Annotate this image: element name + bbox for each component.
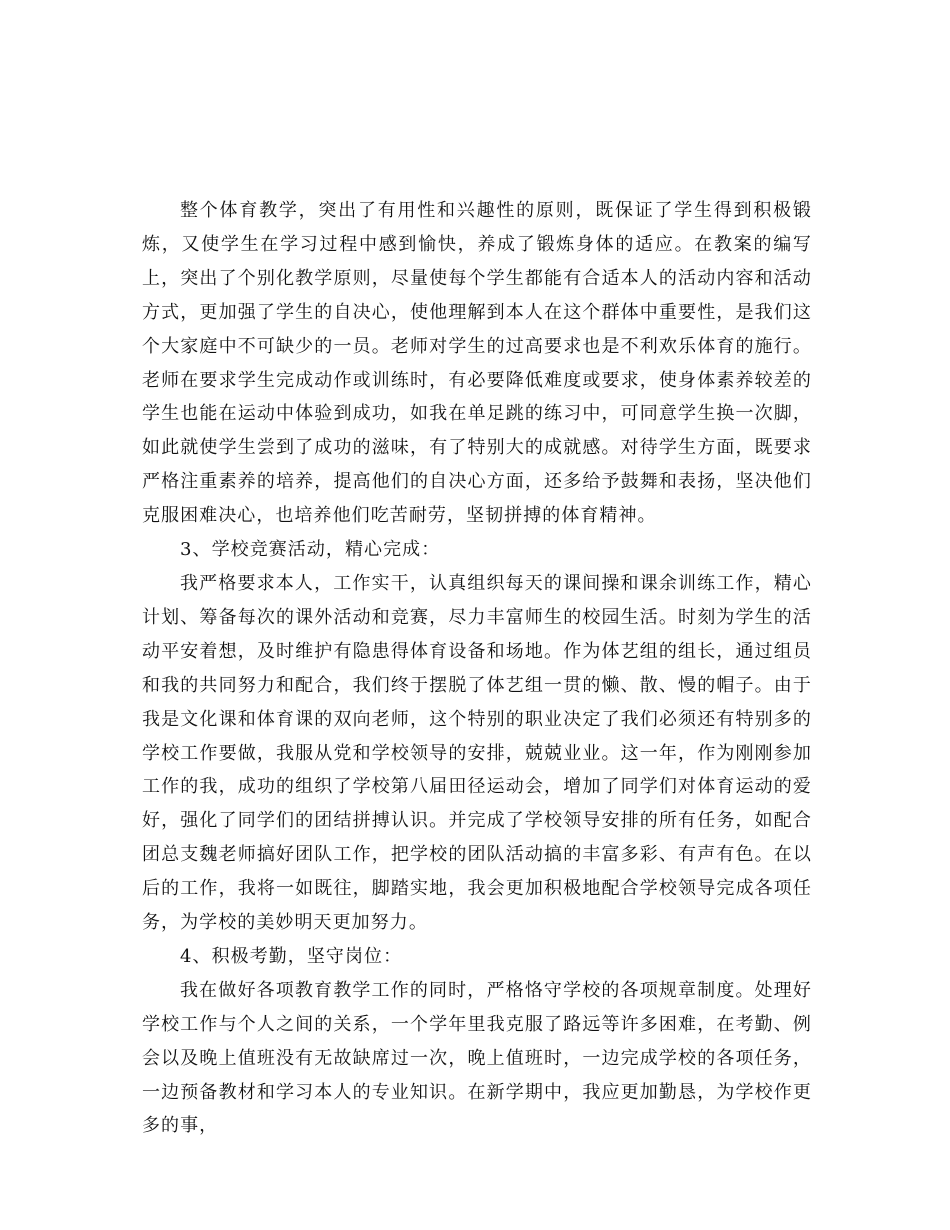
paragraph-attendance: 我在做好各项教育教学工作的同时，严格恪守学校的各项规章制度。处理好学校工作与个人之间的关系，一个学年里我克服了路远等许多困难，在考勤、例会以及晚上值班没有无故缺席过一次，晚上值班时，一边完成学校的各项任务，一边预备教材和学习本人的专业知识。在新学期中，我应更加勤恳，为学校作更多的事， <box>142 979 812 1137</box>
document-body <box>142 194 812 1143</box>
section-heading-competitions: 3、学校竞赛活动，精心完成： <box>180 539 441 561</box>
paragraph-teaching-principles: 整个体育教学，突出了有用性和兴趣性的原则，既保证了学生得到积极锻炼，又使学生在学习过程中感到愉快，养成了锻炼身体的适应。在教案的编写上，突出了个别化教学原则，尽量使每个学生都能有合适本人的活动内容和活动方式，更加强了学生的自决心，使他理解到本人在这个群体中重要性，是我们这个大家庭中不可缺少的一员。老师对学生的过高要求也是不利欢乐体育的施行。老师在要求学生完成动作或训练时，有必要降低难度或要求，使身体素养较差的学生也能在运动中体验到成功，如我在单足跳的练习中，可同意学生换一次脚，如此就使学生尝到了成功的滋味，有了特别大的成就感。对待学生方面，既要求严格注重素养的培养，提高他们的自决心方面，还多给予鼓舞和表扬，坚决他们克服困难决心，也培养他们吃苦耐劳，坚韧拼搏的体育精神。 <box>142 200 812 527</box>
paragraph-competitions: 我严格要求本人，工作实干，认真组织每天的课间操和课余训练工作，精心计划、筹备每次的课外活动和竞赛，尽力丰富师生的校园生活。时刻为学生的活动平安着想，及时维护有隐患得体育设备和场地。作为体艺组的组长，通过组员和我的共同努力和配合，我们终于摆脱了体艺组一贯的懒、散、慢的帽子。由于我是文化课和体育课的双向老师，这个特别的职业决定了我们必须还有特别多的学校工作要做，我服从党和学校领导的安排，兢兢业业。这一年，作为刚刚参加工作的我，成功的组织了学校第八届田径运动会，增加了同学们对体育运动的爱好，强化了同学们的团结拼搏认识。并完成了学校领导安排的所有任务，如配合团总支魏老师搞好团队工作，把学校的团队活动搞的丰富多彩、有声有色。在以后的工作，我将一如既往，脚踏实地，我会更加积极地配合学校领导完成各项任务，为学校的美妙明天更加努力。 <box>142 572 812 934</box>
section-heading-attendance: 4、积极考勤，坚守岗位： <box>180 945 403 967</box>
